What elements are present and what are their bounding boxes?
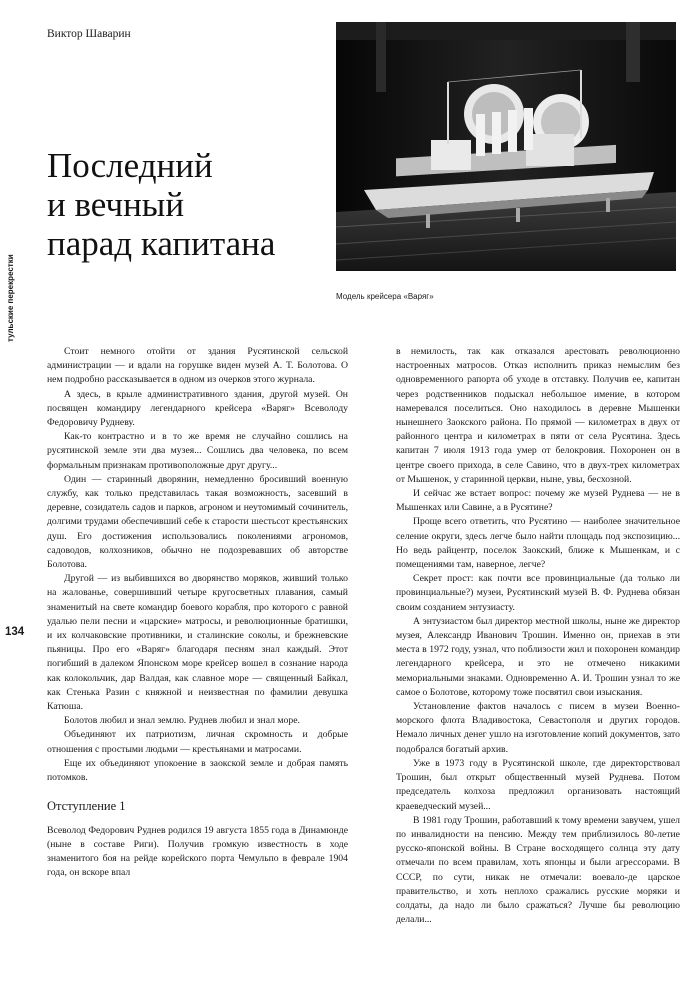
- body-paragraph: А здесь, в крыле административного здания, другой музей. Он посвящен командиру легендарного крейсера «Варяг» Всеволоду Федоровичу Рудневу.: [47, 388, 348, 429]
- body-paragraph: А энтузиастом был директор местной школы, ныне же директор музея, Александр Иванович Трошин. Именно он, приехав в эти места в 1972 году, узнал, что поблизости жил и похоронен командир легендарного крейсера, и это не отмечено никакими мемориальными знаками. Одновременно А. И. Трошин узнал то же самое о Болотове, которому тоже посвятил свои изыскания.: [396, 615, 680, 698]
- section-subheading: Отступление 1: [47, 799, 126, 814]
- body-paragraph: Объединяют их патриотизм, личная скромность и добрые отношения с простыми людьми — крестьянами и матросами.: [47, 729, 348, 755]
- body-paragraph: Установление фактов началось с писем в музеи Военно-морского флота Владивостока, Севастополя и других городов. Немало личных денег ушло на изготовление копий документов, зато подобрался богатый архив.: [396, 701, 680, 755]
- body-paragraph: Один — старинный дворянин, немедленно бросивший военную службу, как только представилась такая возможность, засевший в деревне, созидатель садов и парков, агроном и неутомимый сочинитель, долгими трудами обеспечивший себе к старости шестьсот крестьянских душ. Его достижения использовались поколениями агрономов, садоводов, колхозников, обычно не подозревавших об авторстве Болотова.: [47, 473, 348, 571]
- body-paragraph: Проще всего ответить, что Русятино — наиболее значительное селение округи, здесь легче было найти площадь под экспозицию... Но ведь райцентр, поселок Заокский, ближе к Мышенкам, и с помещениями там, наверное, легче?: [396, 516, 680, 571]
- body-paragraph: Стоит немного отойти от здания Русятинской сельской администрации — и вдали на горушке виден музей А. Т. Болотова. О нем подробно рассказывается в одном из очерков этого журнала.: [47, 346, 348, 386]
- body-paragraph: Секрет прост: как почти все провинциальные (да только ли провинциальные?) музеи, Русятинский музей В. Ф. Руднева обязан своим созданием энтузиасту.: [396, 573, 680, 613]
- left-column: [47, 345, 348, 880]
- body-paragraph: Другой — из выбившихся во дворянство моряков, живший только на жалованье, совершивший четыре кругосветных плавания, самый знаменитый на свете командир боевого корабля, про которого с равной удалью пели песни и «царские» матросы, и революционные братишки, и их колчаковские противники, и сталинские соколы, и брежневские пьяницы. Про его «Варяг» благодаря песням знал каждый. Этот погибший в далеком Японском море крейсер вошел в сознание народа как колокольчик, дар Валдая, как славное море — священный Байкал, как Стенька Разин с княжной и неизвестная по фамилии девушка Катюша.: [47, 573, 348, 713]
- section-label-text: тульские перекрестки: [6, 254, 15, 342]
- body-paragraph: в немилость, так как отказался арестовать революционно настроенных матросов. Отказ исполнить приказ немыслим без одновременного рапорта об уходе в отставку. Получив ее, капитан через родственников подыскал небольшое имение, в котором намеревался поселиться. Оно находилось в деревне Мышенки нынешнего Заокского района. По прямой — километрах в двух от районного центра и километрах в пяти от села Русятина. Здесь капитан 7 июля 1913 года умер от белокровия. Похоронен он в центре своего прихода, в селе Савино, что в двух-трех километрах от Мышенок, у старинной церкви, ныне, увы, бесхозной.: [396, 346, 680, 485]
- body-paragraph: В 1981 году Трошин, работавший к тому времени завучем, ушел по инвалидности на пенсию. Между тем приблизилось 80-летие русско-японской войны. В Стране восходящего солнца эту дату отмечали по всем правилам, хоть японцы и были агрессорами. В СССР, по сути, никак не отмечали: воевало-де царское правительство, и хоть неплохо сражались русские моряки и солдаты, да надо ли было сражаться? Лучше бы революцию делали...: [396, 814, 680, 926]
- section-label: [4, 222, 20, 342]
- title-line: парад капитана: [47, 224, 276, 263]
- title-line: Последний: [47, 146, 213, 185]
- body-paragraph: Еще их объединяют упокоение в заокской земле и добрая память потомков.: [47, 757, 348, 784]
- photo-caption: Модель крейсера «Варяг»: [336, 292, 434, 301]
- author-name: Виктор Шаварин: [47, 28, 131, 40]
- article-title: [47, 146, 337, 263]
- body-paragraph: И сейчас же встает вопрос: почему же музей Руднева — не в Мышенках или Савине, а в Русятине?: [396, 488, 680, 514]
- cruiser-model-photo: [336, 22, 676, 271]
- page-number: 134: [5, 626, 25, 638]
- photo-image: [336, 22, 676, 271]
- title-line: и вечный: [47, 185, 185, 224]
- body-paragraph: Как-то контрастно и в то же время не случайно сошлись на русятинской земле эти два музея... Сошлись два человека, по всем формальным признакам противоположные друг другу...: [47, 431, 348, 471]
- body-paragraph: Всеволод Федорович Руднев родился 19 августа 1855 года в Динамюнде (ныне в составе Риги). Получив громкую известность в ходе знаменитого боя на рейде корейского порта Чемульпо в феврале 1904 года, он вскоре впал: [47, 824, 348, 879]
- right-column: [396, 345, 680, 927]
- body-paragraph: Уже в 1973 году в Русятинской школе, где директорствовал Трошин, был открыт общественный музей Руднева. Потом председатель колхоза предложил организовать настоящий краеведческий музей...: [396, 757, 680, 812]
- body-paragraph: Болотов любил и знал землю. Руднев любил и знал море.: [64, 715, 300, 727]
